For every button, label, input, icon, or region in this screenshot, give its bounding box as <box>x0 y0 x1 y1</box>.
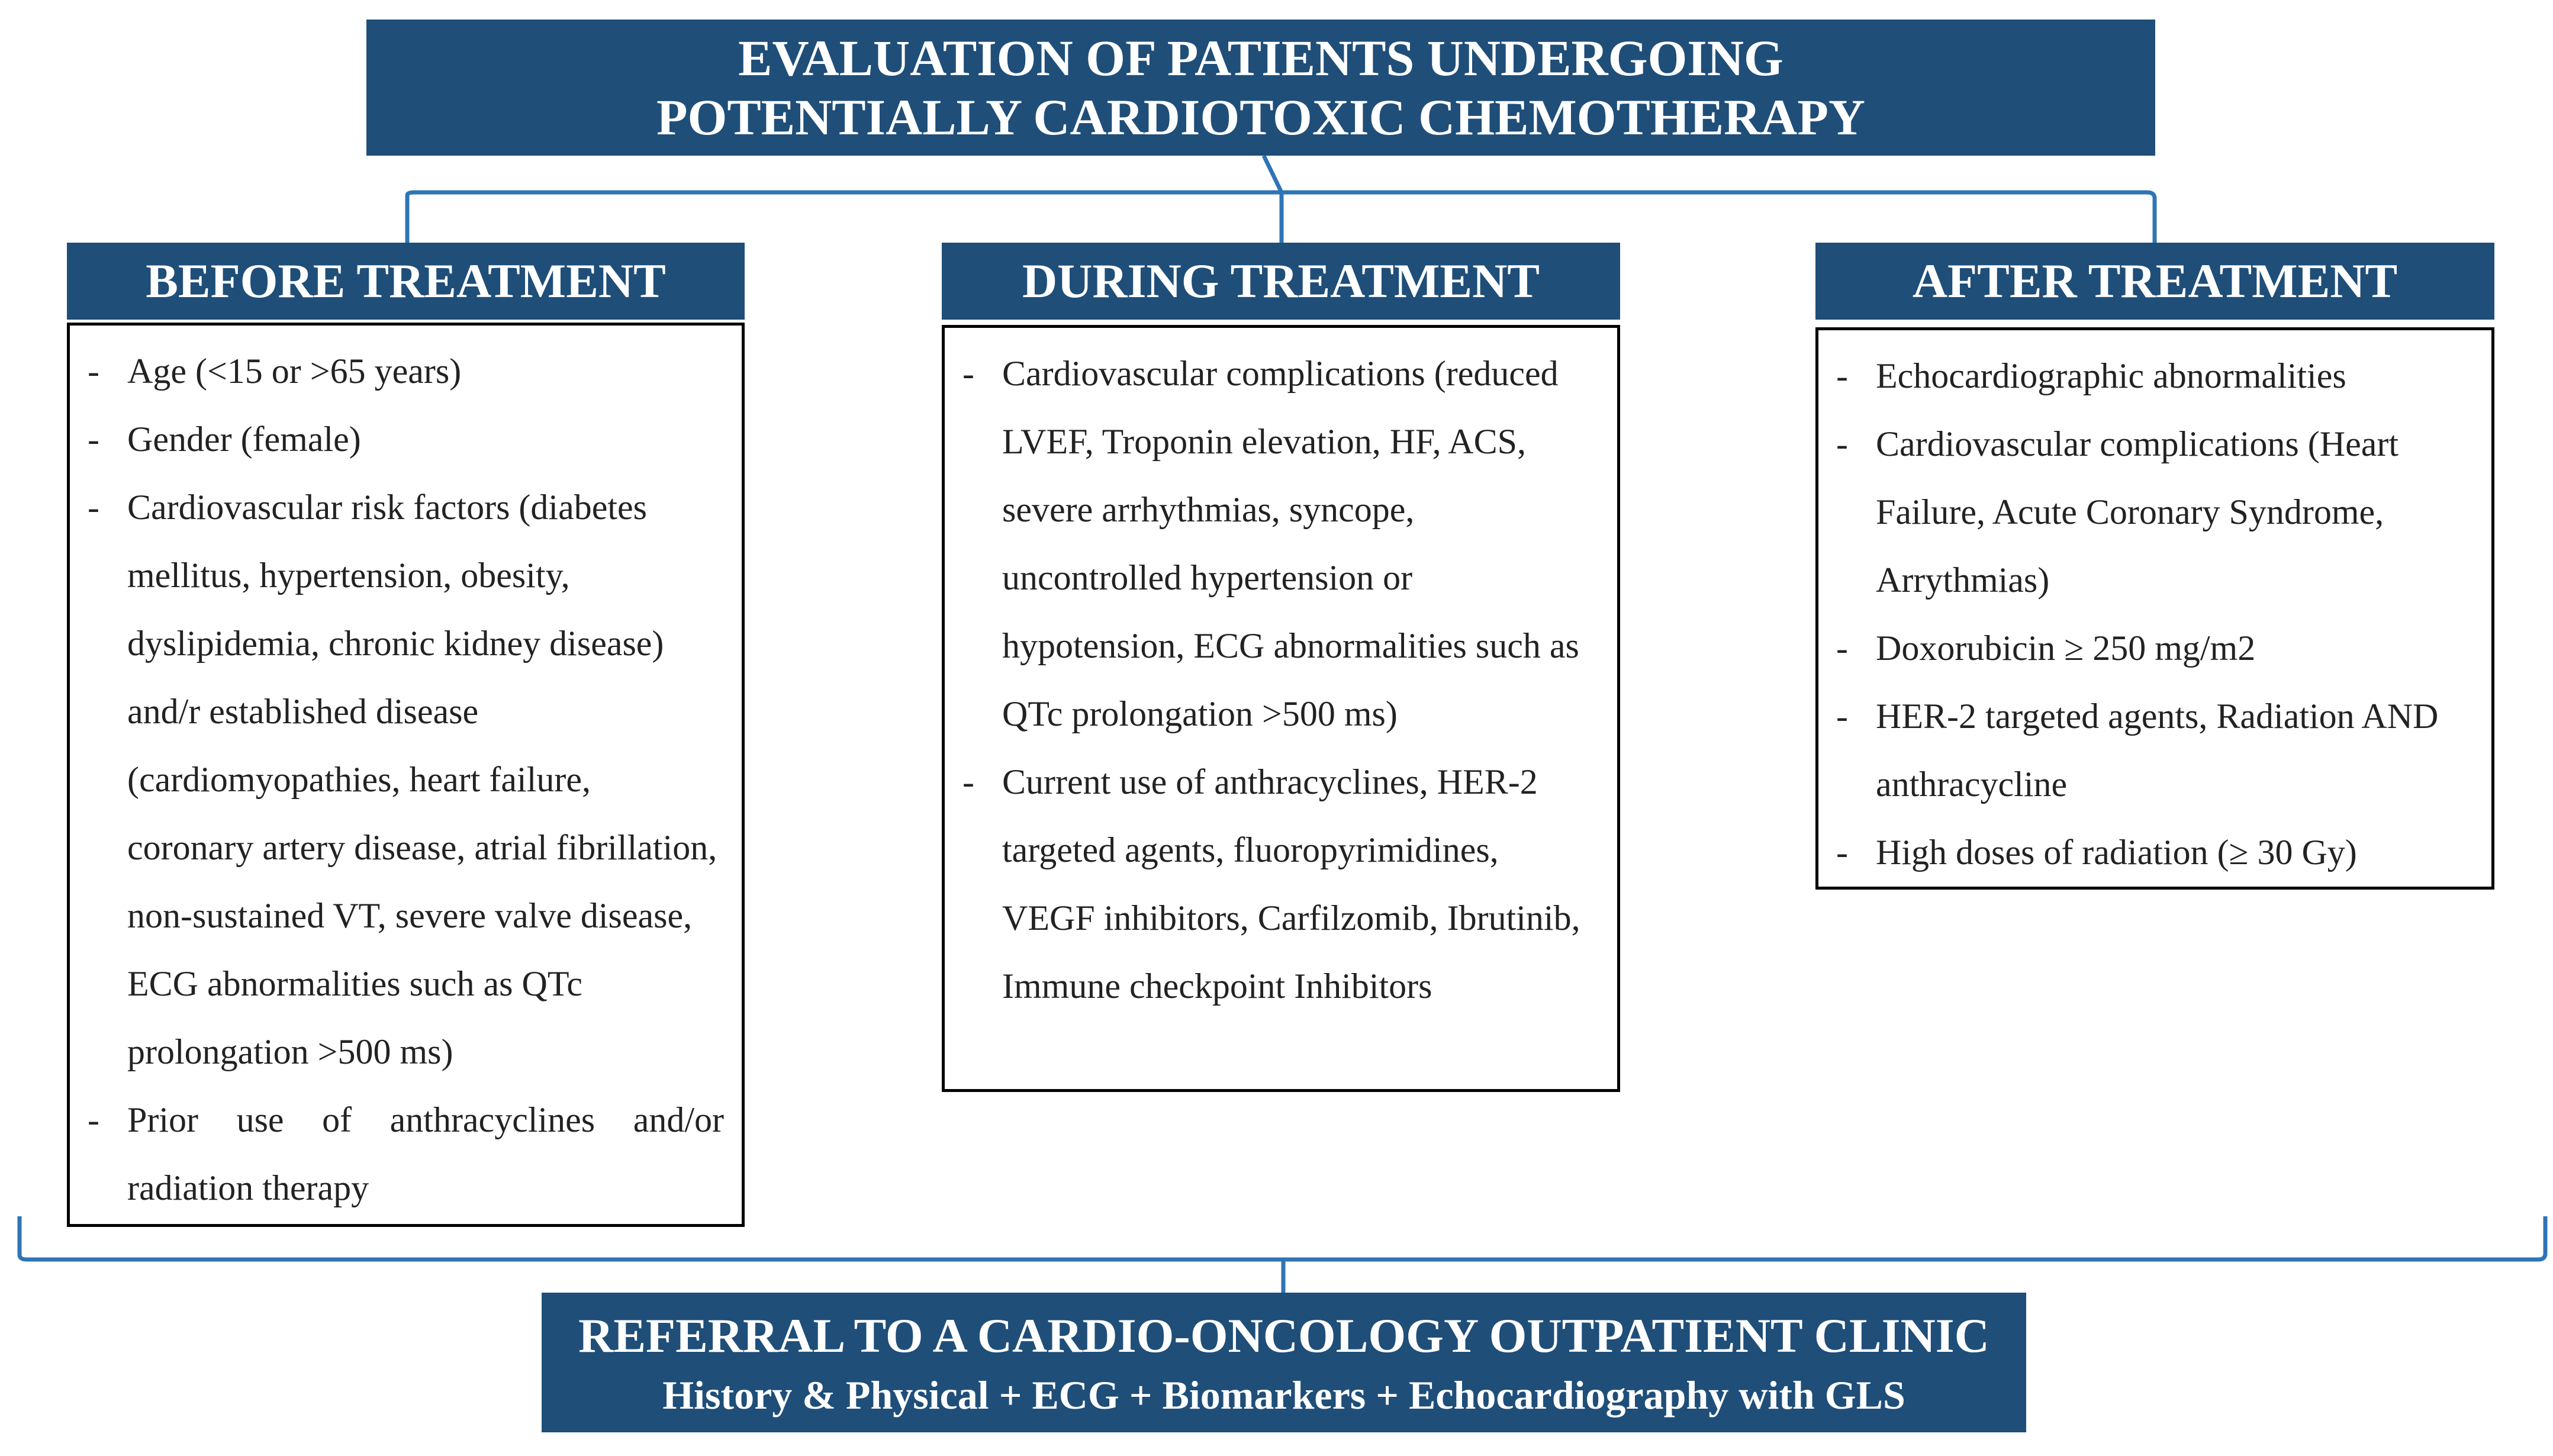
list-item: - High doses of radiation (≥ 30 Gy) <box>1836 819 2474 887</box>
bullet-dash: - <box>1836 424 1848 463</box>
list-item: - Echocardiographic abnormalities <box>1836 342 2474 410</box>
list-item: - Prior use of anthracyclines and/or radiation therapy <box>88 1086 724 1222</box>
main-title-line-2: POTENTIALLY CARDIOTOXIC CHEMOTHERAPY <box>656 89 1865 146</box>
bullet-dash: - <box>962 762 974 801</box>
list-item: - Cardiovascular complications (Heart Failure, Acute Coronary Syndrome, Arrythmias) <box>1836 410 2474 614</box>
during-treatment-list <box>962 340 1599 1020</box>
bullet-dash: - <box>88 352 99 391</box>
list-item: - Age (<15 or >65 years) <box>88 337 724 405</box>
bullet-dash: - <box>1836 697 1848 736</box>
during-treatment-header: DURING TREATMENT <box>942 243 1620 320</box>
list-item: - Doxorubicin ≥ 250 mg/m2 <box>1836 614 2474 682</box>
after-treatment-list-box <box>1815 327 2494 890</box>
bullet-dash: - <box>962 354 974 393</box>
referral-box <box>542 1293 2026 1432</box>
after-treatment-list <box>1836 342 2474 887</box>
bullet-dash: - <box>88 420 99 459</box>
during-treatment-list-box <box>942 325 1620 1092</box>
before-treatment-header: BEFORE TREATMENT <box>67 243 745 320</box>
before-treatment-list-box <box>67 323 745 1227</box>
bullet-dash: - <box>1836 356 1848 395</box>
after-treatment-header: AFTER TREATMENT <box>1815 243 2494 320</box>
main-title-line-1: EVALUATION OF PATIENTS UNDERGOING <box>738 30 1783 86</box>
list-item: - Gender (female) <box>88 405 724 473</box>
bullet-dash: - <box>88 1100 99 1139</box>
list-item: - Cardiovascular risk factors (diabetes mellitus, hypertension, obesity, dyslipidemia, chronic kidney disease) and/r established disease (cardiomyopathies, heart failure, coronary artery disease, atrial fibrillation, non-sustained VT, severe valve disease, ECG abnormalities such as QTc prolongation >500 ms) <box>88 473 724 1086</box>
list-item: - Cardiovascular complications (reduced LVEF, Troponin elevation, HF, ACS, severe arrhythmias, syncope, uncontrolled hypertension or hypotension, ECG abnormalities such as QTc prolongation >500 ms) <box>962 340 1599 748</box>
top-connector-stem <box>1264 156 1282 192</box>
referral-title: REFERRAL TO A CARDIO-ONCOLOGY OUTPATIENT CLINIC <box>578 1309 1989 1362</box>
bullet-dash: - <box>1836 629 1848 668</box>
bullet-dash: - <box>1836 833 1848 872</box>
list-item: - HER-2 targeted agents, Radiation AND anthracycline <box>1836 682 2474 819</box>
main-title-box <box>366 20 2155 156</box>
referral-subtitle: History & Physical + ECG + Biomarkers + Echocardiography with GLS <box>662 1373 1905 1418</box>
before-treatment-list <box>88 337 724 1222</box>
bullet-dash: - <box>88 488 99 527</box>
list-item: - Current use of anthracyclines, HER-2 targeted agents, fluoropyrimidines, VEGF inhibitors, Carfilzomib, Ibrutinib, Immune checkpoint Inhibitors <box>962 748 1599 1020</box>
